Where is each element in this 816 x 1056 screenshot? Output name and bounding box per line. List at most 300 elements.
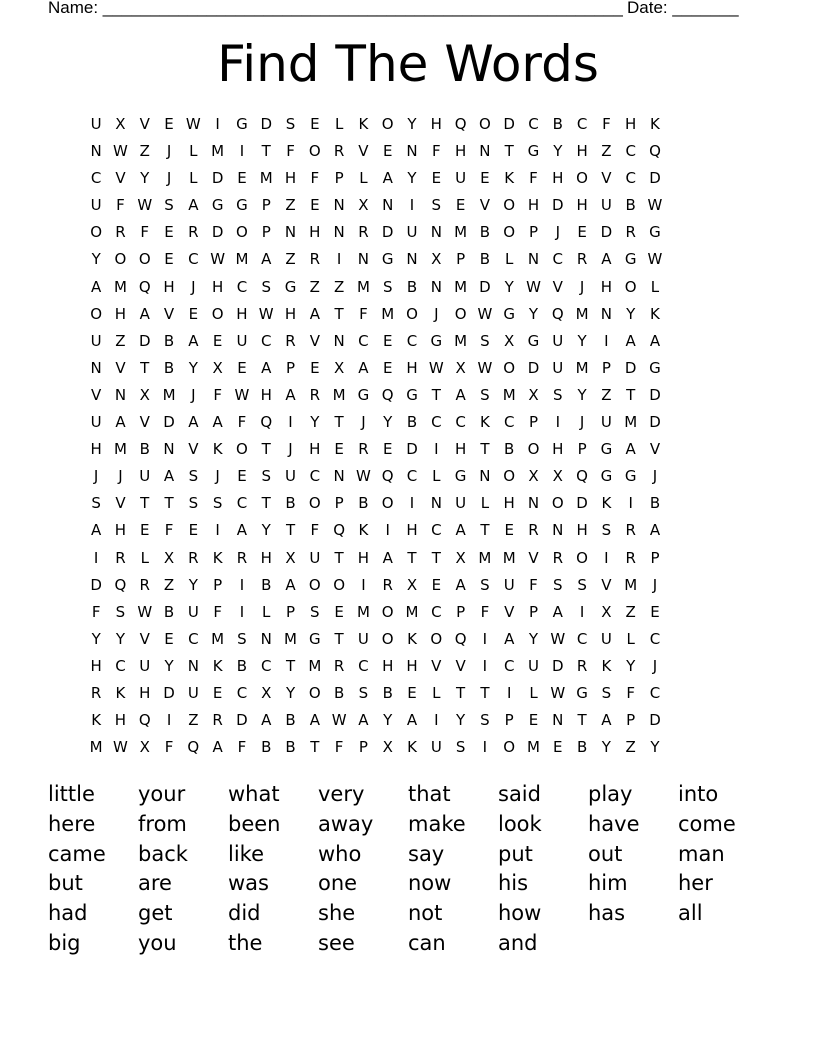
- grid-letter: O: [527, 440, 540, 459]
- grid-letter: D: [552, 196, 564, 215]
- grid-letter: W: [137, 196, 153, 215]
- grid-letter: A: [188, 331, 199, 350]
- word-list-item: all: [678, 901, 703, 926]
- grid-letter: H: [284, 169, 297, 188]
- grid-letter: R: [115, 223, 126, 242]
- word-list-item: your: [138, 782, 186, 806]
- grid-letter: G: [236, 196, 248, 215]
- grid-letter: J: [652, 656, 658, 675]
- grid-letter: E: [455, 196, 466, 215]
- grid-letter: H: [309, 440, 321, 459]
- grid-letter: I: [555, 413, 560, 432]
- grid-letter: D: [211, 223, 224, 242]
- grid-letter: D: [260, 115, 272, 133]
- grid-letter: A: [455, 385, 466, 404]
- grid-letter: N: [479, 467, 491, 486]
- grid-letter: Y: [383, 711, 393, 730]
- word-list-item: was: [228, 871, 269, 896]
- grid-letter: A: [309, 304, 320, 323]
- grid-letter: M: [575, 358, 589, 377]
- grid-letter: T: [261, 142, 271, 161]
- grid-row: [84, 382, 740, 409]
- grid-letter: A: [382, 548, 393, 567]
- grid-letter: V: [358, 142, 369, 161]
- grid-letter: S: [382, 277, 393, 296]
- grid-letter: C: [236, 494, 248, 513]
- grid-letter: U: [600, 413, 612, 432]
- grid-letter: I: [604, 331, 609, 350]
- grid-letter: A: [139, 304, 150, 323]
- grid-letter: F: [529, 169, 538, 188]
- grid-letter: E: [382, 331, 393, 350]
- grid-letter: E: [431, 575, 442, 594]
- grid-letter: V: [115, 494, 126, 513]
- grid-letter: S: [480, 575, 490, 594]
- grid-letter: C: [236, 277, 248, 296]
- grid-letter: R: [358, 440, 369, 459]
- grid-letter: R: [625, 521, 636, 540]
- grid-letter: N: [527, 250, 540, 269]
- grid-letter: T: [334, 548, 344, 567]
- grid-letter: I: [166, 711, 172, 730]
- grid-letter: G: [624, 250, 637, 269]
- grid-letter: K: [212, 548, 223, 567]
- grid-letter: I: [239, 142, 245, 161]
- grid-letter: A: [91, 521, 102, 540]
- grid-letter: H: [139, 683, 151, 702]
- grid-letter: A: [212, 738, 223, 757]
- grid-letter: H: [382, 656, 394, 675]
- word-list-item: can: [408, 930, 446, 955]
- grid-letter: C: [90, 169, 102, 188]
- grid-letter: C: [649, 683, 661, 702]
- grid-letter: W: [113, 142, 128, 161]
- grid-letter: S: [261, 467, 271, 486]
- grid-letter: S: [358, 683, 369, 702]
- word-list-item: here: [48, 811, 96, 836]
- grid-letter: F: [140, 223, 150, 242]
- grid-letter: Y: [626, 656, 636, 675]
- grid-letter: Q: [454, 629, 467, 648]
- grid-letter: W: [647, 196, 663, 215]
- grid-letter: I: [628, 494, 633, 513]
- grid-letter: F: [286, 142, 295, 161]
- grid-letter: E: [334, 602, 344, 621]
- grid-letter: H: [454, 440, 467, 459]
- word-list-item: like: [228, 841, 265, 866]
- grid-letter: A: [358, 358, 369, 377]
- grid-letter: T: [504, 142, 514, 161]
- grid-letter: M: [356, 602, 370, 621]
- grid-letter: P: [601, 358, 611, 377]
- grid-letter: F: [310, 169, 320, 188]
- grid-letter: B: [479, 223, 491, 242]
- word-list-item: from: [138, 811, 187, 836]
- grid-letter: Z: [285, 196, 296, 215]
- grid-letter: D: [576, 494, 588, 513]
- grid-letter: W: [526, 277, 541, 296]
- grid-letter: Y: [188, 575, 198, 594]
- grid-letter: H: [260, 385, 272, 404]
- grid-letter: M: [624, 413, 638, 432]
- grid-letter: B: [236, 656, 248, 675]
- grid-letter: W: [331, 711, 347, 730]
- grid-letter: N: [333, 196, 345, 215]
- grid-letter: W: [137, 602, 153, 621]
- grid-letter: M: [502, 385, 516, 404]
- grid-letter: Y: [407, 169, 417, 188]
- grid-letter: N: [406, 142, 418, 161]
- grid-letter: X: [115, 115, 126, 133]
- word-list-row: [48, 840, 768, 870]
- grid-letter: S: [431, 196, 442, 215]
- grid-letter: S: [455, 738, 466, 757]
- grid-letter: G: [430, 331, 443, 350]
- grid-letter: X: [455, 548, 466, 567]
- grid-letter: B: [479, 250, 491, 269]
- grid-letter: X: [455, 358, 466, 377]
- grid-letter: G: [649, 223, 661, 242]
- grid-letter: O: [576, 548, 588, 567]
- grid-letter: E: [164, 250, 174, 269]
- grid-letter: K: [358, 115, 369, 133]
- grid-letter: S: [188, 494, 199, 513]
- grid-letter: P: [286, 602, 296, 621]
- grid-letter: H: [430, 115, 442, 133]
- grid-letter: N: [430, 277, 442, 296]
- grid-letter: R: [552, 548, 563, 567]
- grid-letter: R: [625, 223, 636, 242]
- grid-letter: H: [503, 494, 515, 513]
- grid-letter: I: [482, 629, 488, 648]
- grid-letter: Q: [260, 413, 273, 432]
- grid-letter: J: [93, 467, 99, 486]
- grid-letter: R: [382, 575, 393, 594]
- grid-letter: F: [237, 738, 247, 757]
- grid-letter: R: [188, 223, 199, 242]
- grid-letter: O: [381, 494, 394, 513]
- grid-letter: Q: [576, 467, 588, 486]
- grid-letter: T: [480, 440, 490, 459]
- grid-letter: C: [649, 629, 661, 648]
- grid-letter: D: [381, 223, 394, 242]
- grid-letter: G: [406, 385, 418, 404]
- word-list-item: make: [408, 811, 466, 836]
- grid-letter: L: [650, 277, 660, 296]
- grid-letter: T: [577, 711, 587, 730]
- word-list-item: out: [588, 841, 623, 866]
- grid-letter: G: [309, 629, 321, 648]
- grid-letter: X: [212, 358, 223, 377]
- grid-letter: F: [116, 196, 125, 215]
- grid-letter: D: [649, 385, 661, 404]
- grid-letter: N: [333, 467, 345, 486]
- grid-letter: A: [285, 385, 296, 404]
- grid-letter: V: [431, 656, 442, 675]
- word-list: [48, 780, 768, 959]
- grid-letter: B: [163, 331, 175, 350]
- grid-letter: H: [406, 358, 418, 377]
- grid-row: [84, 436, 740, 463]
- grid-letter: R: [309, 250, 321, 269]
- grid-letter: J: [555, 223, 560, 242]
- grid-letter: O: [308, 683, 321, 702]
- grid-letter: S: [480, 711, 490, 730]
- grid-letter: Q: [381, 467, 394, 486]
- grid-letter: H: [114, 521, 127, 540]
- word-list-row: [48, 780, 768, 810]
- grid-letter: I: [409, 494, 415, 513]
- grid-letter: H: [211, 277, 224, 296]
- grid-letter: T: [480, 683, 490, 702]
- grid-letter: L: [432, 467, 441, 486]
- grid-letter: U: [90, 413, 102, 432]
- grid-letter: T: [164, 494, 174, 513]
- grid-letter: M: [284, 629, 297, 648]
- grid-letter: E: [310, 196, 320, 215]
- grid-letter: Y: [91, 250, 101, 269]
- grid-letter: M: [405, 602, 419, 621]
- grid-letter: J: [652, 575, 658, 594]
- grid-letter: N: [600, 304, 612, 323]
- word-list-item: had: [48, 901, 88, 926]
- grid-letter: P: [456, 250, 466, 269]
- grid-letter: Z: [188, 711, 199, 730]
- grid-letter: O: [478, 115, 491, 133]
- grid-letter: U: [187, 602, 199, 621]
- grid-letter: F: [359, 304, 368, 323]
- word-list-item: has: [588, 901, 626, 926]
- grid-letter: C: [115, 656, 126, 675]
- grid-letter: E: [528, 711, 539, 730]
- grid-letter: R: [333, 142, 345, 161]
- grid-letter: X: [139, 385, 150, 404]
- word-list-item: who: [318, 841, 362, 866]
- grid-letter: P: [504, 711, 514, 730]
- grid-letter: N: [163, 440, 175, 459]
- grid-letter: F: [334, 738, 344, 757]
- grid-letter: B: [285, 738, 296, 757]
- grid-letter: H: [90, 440, 102, 459]
- grid-letter: T: [456, 683, 466, 702]
- grid-letter: R: [576, 656, 588, 675]
- word-list-row: [48, 810, 768, 840]
- grid-letter: L: [626, 629, 635, 648]
- grid-letter: M: [575, 304, 589, 323]
- grid-letter: B: [163, 358, 175, 377]
- grid-row: [84, 734, 740, 761]
- word-list-item: him: [588, 871, 628, 896]
- grid-letter: K: [479, 413, 490, 432]
- grid-letter: B: [625, 196, 636, 215]
- grid-letter: V: [139, 115, 150, 133]
- grid-letter: Y: [140, 169, 150, 188]
- grid-letter: U: [90, 331, 102, 350]
- grid-letter: B: [261, 575, 272, 594]
- grid-letter: A: [236, 521, 248, 540]
- grid-letter: V: [91, 385, 102, 404]
- grid-letter: A: [115, 413, 126, 432]
- grid-letter: W: [113, 738, 128, 757]
- grid-letter: Z: [625, 738, 636, 757]
- grid-letter: W: [647, 250, 663, 269]
- word-list-item: the: [228, 930, 263, 955]
- grid-letter: V: [309, 331, 320, 350]
- grid-letter: G: [576, 683, 588, 702]
- grid-letter: R: [285, 331, 296, 350]
- grid-letter: O: [406, 304, 418, 323]
- grid-letter: B: [139, 440, 150, 459]
- grid-letter: Q: [454, 115, 467, 133]
- grid-letter: J: [288, 440, 293, 459]
- grid-letter: V: [601, 575, 612, 594]
- grid-letter: I: [239, 575, 245, 594]
- grid-letter: L: [359, 169, 368, 188]
- grid-letter: T: [431, 385, 441, 404]
- grid-letter: Y: [577, 331, 587, 350]
- grid-letter: N: [430, 223, 442, 242]
- grid-letter: H: [600, 277, 613, 296]
- grid-letter: A: [163, 467, 175, 486]
- grid-letter: C: [358, 656, 369, 675]
- word-list-item: back: [138, 841, 188, 866]
- grid-letter: M: [89, 738, 103, 757]
- grid-letter: Y: [553, 142, 563, 161]
- grid-letter: S: [115, 602, 126, 621]
- grid-letter: Y: [91, 629, 101, 648]
- grid-letter: X: [528, 385, 539, 404]
- grid-letter: B: [576, 738, 588, 757]
- grid-letter: H: [406, 656, 418, 675]
- grid-letter: B: [382, 683, 393, 702]
- grid-letter: J: [215, 467, 220, 486]
- word-list-item: away: [318, 811, 374, 836]
- grid-letter: V: [479, 196, 491, 215]
- grid-letter: U: [455, 494, 467, 513]
- letter-grid: [84, 111, 740, 761]
- word-list-item: been: [228, 811, 281, 836]
- grid-letter: M: [211, 142, 225, 161]
- grid-letter: O: [624, 277, 637, 296]
- grid-row: [84, 545, 740, 572]
- word-list-item: that: [408, 782, 451, 806]
- grid-letter: V: [139, 629, 150, 648]
- grid-letter: Y: [383, 413, 393, 432]
- grid-letter: S: [577, 575, 587, 594]
- grid-letter: F: [431, 142, 441, 161]
- grid-letter: A: [601, 250, 612, 269]
- grid-letter: O: [308, 494, 321, 513]
- grid-letter: S: [261, 277, 271, 296]
- grid-letter: X: [406, 575, 418, 594]
- grid-letter: M: [162, 385, 176, 404]
- grid-letter: Y: [407, 115, 417, 133]
- grid-letter: D: [527, 358, 540, 377]
- grid-letter: A: [285, 575, 296, 594]
- grid-letter: L: [432, 683, 441, 702]
- word-list-item: one: [318, 871, 358, 896]
- grid-letter: S: [91, 494, 101, 513]
- grid-letter: T: [431, 548, 441, 567]
- grid-letter: H: [625, 115, 637, 133]
- grid-letter: P: [261, 223, 271, 242]
- grid-letter: L: [529, 683, 538, 702]
- grid-letter: M: [478, 548, 492, 567]
- grid-letter: K: [601, 494, 612, 513]
- grid-row: [84, 572, 740, 599]
- grid-letter: U: [552, 358, 564, 377]
- name-field-line: Name: _______________________________________________________: [48, 0, 623, 17]
- grid-letter: M: [259, 169, 273, 188]
- grid-letter: U: [430, 738, 442, 757]
- grid-letter: G: [454, 467, 467, 486]
- word-list-item: not: [408, 901, 443, 926]
- grid-letter: T: [140, 494, 150, 513]
- word-list-item: now: [408, 871, 452, 896]
- grid-letter: K: [358, 521, 369, 540]
- grid-letter: H: [163, 277, 175, 296]
- grid-letter: G: [527, 142, 540, 161]
- grid-letter: H: [114, 304, 127, 323]
- grid-letter: E: [212, 683, 223, 702]
- grid-letter: K: [650, 304, 660, 323]
- grid-letter: I: [434, 711, 439, 730]
- grid-letter: O: [551, 494, 564, 513]
- grid-letter: Q: [114, 575, 127, 594]
- grid-letter: O: [333, 575, 346, 594]
- grid-letter: M: [454, 331, 468, 350]
- grid-letter: Z: [625, 602, 636, 621]
- grid-letter: R: [333, 656, 345, 675]
- grid-letter: E: [310, 115, 320, 133]
- grid-letter: X: [504, 331, 515, 350]
- grid-letter: P: [334, 494, 344, 513]
- grid-letter: E: [334, 440, 344, 459]
- grid-letter: G: [600, 467, 613, 486]
- grid-letter: M: [502, 548, 516, 567]
- grid-letter: Y: [504, 277, 514, 296]
- grid-letter: D: [649, 711, 661, 730]
- grid-letter: U: [528, 656, 539, 675]
- grid-row: [84, 111, 740, 138]
- grid-letter: C: [431, 413, 442, 432]
- word-list-item: you: [138, 930, 177, 955]
- grid-letter: C: [188, 250, 199, 269]
- grid-letter: E: [140, 521, 150, 540]
- grid-letter: J: [191, 277, 196, 296]
- grid-letter: V: [455, 656, 466, 675]
- grid-letter: B: [261, 738, 272, 757]
- word-list-item: said: [498, 782, 541, 806]
- word-list-item: and: [498, 930, 538, 955]
- grid-letter: O: [90, 304, 103, 323]
- grid-letter: S: [480, 385, 490, 404]
- grid-letter: H: [114, 711, 127, 730]
- grid-letter: N: [527, 494, 540, 513]
- grid-letter: J: [434, 304, 439, 323]
- grid-letter: N: [187, 656, 199, 675]
- grid-letter: O: [381, 629, 394, 648]
- date-field-line: Date: _______: [627, 0, 739, 17]
- grid-letter: D: [406, 440, 418, 459]
- grid-letter: O: [308, 142, 321, 161]
- grid-letter: H: [260, 548, 272, 567]
- grid-letter: H: [576, 521, 588, 540]
- grid-letter: I: [93, 548, 99, 567]
- grid-letter: P: [286, 358, 296, 377]
- grid-letter: S: [310, 602, 320, 621]
- grid-letter: S: [188, 467, 199, 486]
